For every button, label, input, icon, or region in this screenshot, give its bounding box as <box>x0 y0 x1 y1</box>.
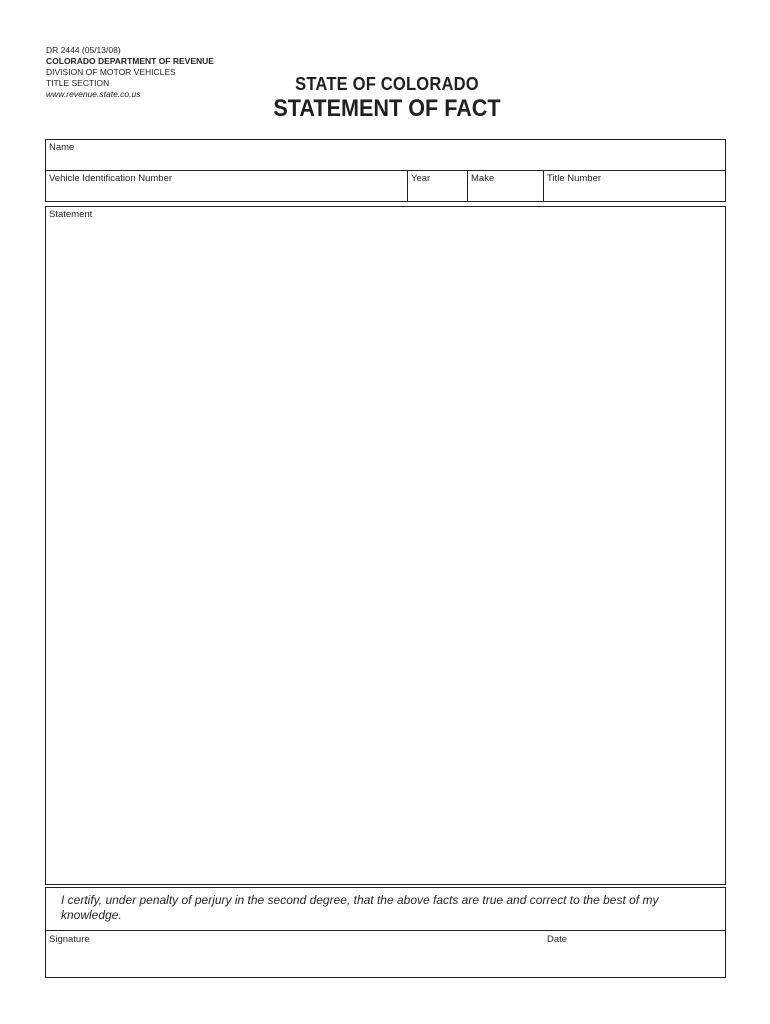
statement-field[interactable] <box>49 222 721 880</box>
make-field[interactable] <box>471 185 540 200</box>
date-field[interactable] <box>547 948 722 974</box>
statement-label: Statement <box>49 209 93 220</box>
title-number-divider <box>543 170 544 202</box>
title-number-field[interactable] <box>547 185 722 200</box>
certification-text: I certify, under penalty of perjury in the second degree, that the above facts are true and correct to the best of my knowledge. <box>61 893 659 922</box>
form-number: DR 2444 (05/13/08) <box>46 45 121 55</box>
year-label: Year <box>411 173 431 184</box>
year-divider <box>407 170 408 202</box>
name-field[interactable] <box>49 154 721 169</box>
signature-divider <box>45 930 726 931</box>
signature-field[interactable] <box>49 948 539 974</box>
title-number-label: Title Number <box>547 173 602 184</box>
form-title: STATEMENT OF FACT <box>273 95 501 122</box>
signature-label: Signature <box>49 934 90 945</box>
state-title: STATE OF COLORADO <box>295 74 479 94</box>
date-label: Date <box>547 934 568 945</box>
vin-field[interactable] <box>49 185 403 200</box>
department-name: COLORADO DEPARTMENT OF REVENUE <box>46 56 214 66</box>
agency-header <box>46 45 214 100</box>
make-divider <box>467 170 468 202</box>
name-label: Name <box>49 142 75 153</box>
website-text: www.revenue.state.co.us <box>46 89 141 99</box>
section-name: TITLE SECTION <box>46 78 110 88</box>
make-label: Make <box>471 173 495 184</box>
division-name: DIVISION OF MOTOR VEHICLES <box>46 67 176 77</box>
row-divider <box>45 170 726 171</box>
year-field[interactable] <box>411 185 464 200</box>
vin-label: Vehicle Identification Number <box>49 173 173 184</box>
